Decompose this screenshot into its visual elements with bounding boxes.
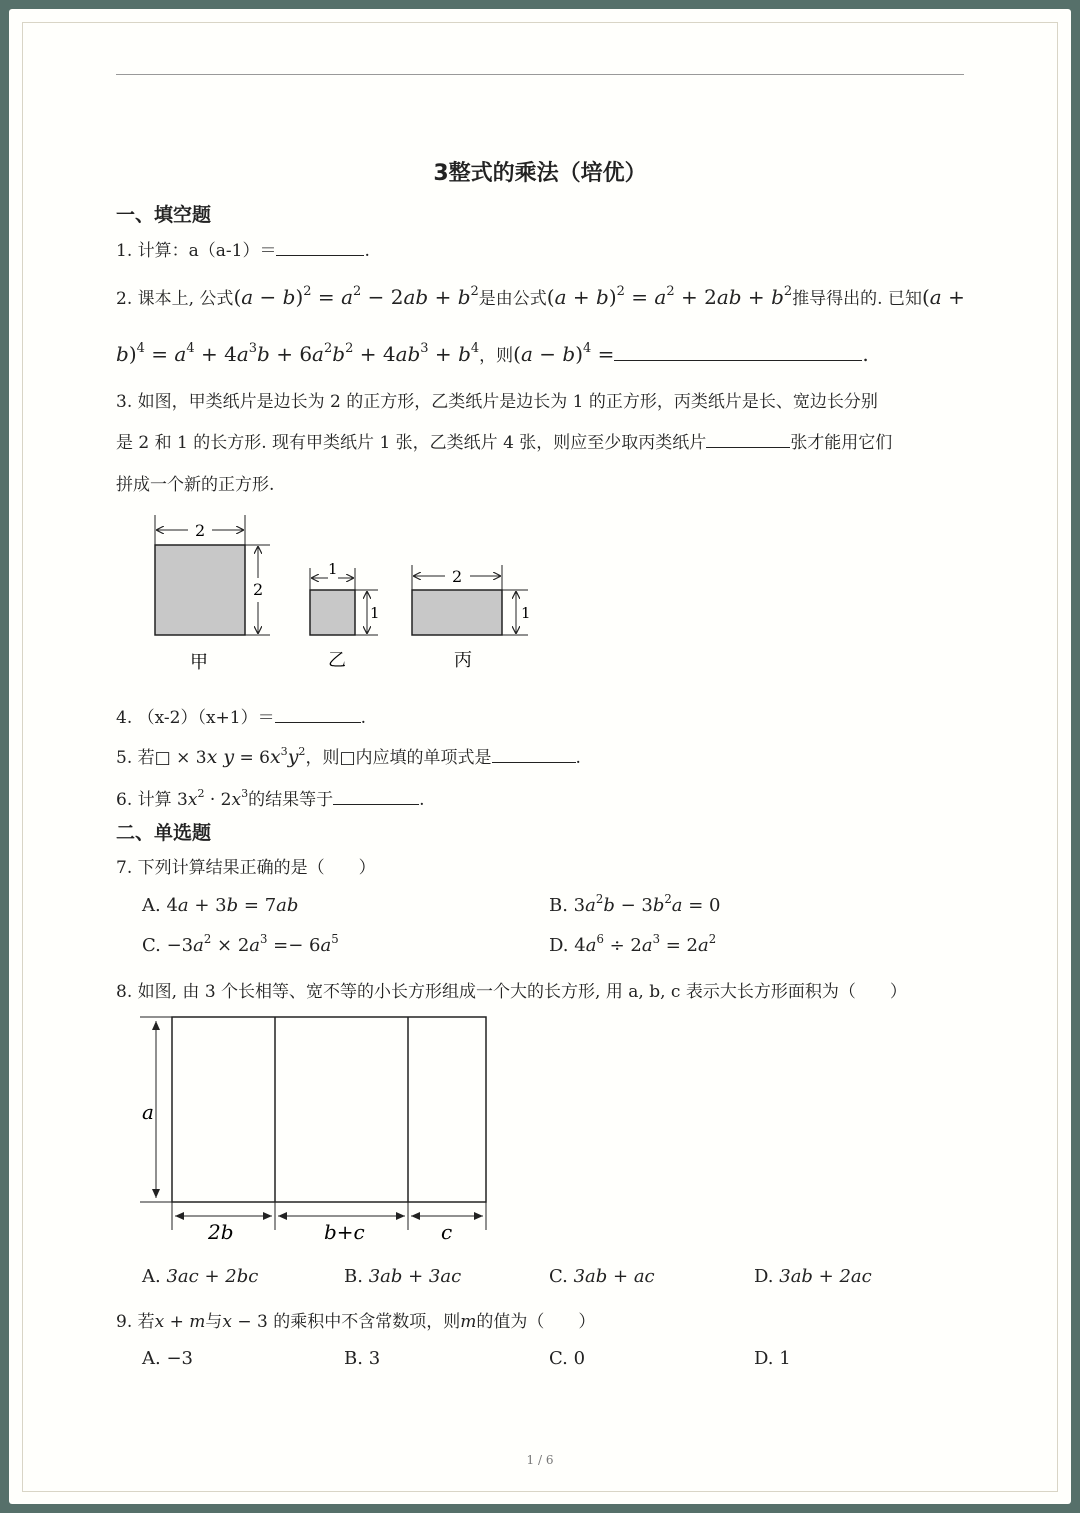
page-title: 3整式的乘法（培优） [433, 161, 647, 186]
q6-suffix: 的结果等于 [248, 790, 334, 810]
question-7-stem: 7. 下列计算结果正确的是（ ） [116, 858, 376, 878]
question-3-line-1: 3. 如图，甲类纸片是边长为 2 的正方形，乙类纸片是边长为 1 的正方形，丙类纸片是长、宽边长分别 [116, 392, 878, 412]
q7-option-a[interactable]: A. 4a + 3b = 7ab [142, 895, 299, 916]
q8-rectangles-figure [130, 1005, 510, 1250]
q9-option-c[interactable]: C. 0 [549, 1348, 586, 1369]
q7-option-d[interactable]: D. $4a^6 \div 2a^3 = 2a^2$ [549, 931, 717, 956]
q3-paper-figure [140, 510, 540, 680]
q8-option-d[interactable]: D. 3ab + 2ac [754, 1266, 872, 1287]
page-number: 1 / 6 [526, 1453, 554, 1467]
bing-rectangle [412, 565, 531, 671]
q8-option-a[interactable]: A. 3ac + 2bc [142, 1266, 259, 1287]
yi-height-label: 1 [370, 604, 380, 622]
q8-option-c[interactable]: C. 3ab + ac [549, 1266, 655, 1287]
q9-prefix: 9. 若 [116, 1312, 155, 1332]
q4-text: 4. （x-2）（x+1）＝ [116, 708, 275, 728]
q8-option-c-expr: 3ab + ac [573, 1266, 655, 1287]
yi-square [310, 560, 380, 671]
q9-mid2: 的乘积中不含常数项，则 [273, 1312, 461, 1332]
jia-square [155, 515, 270, 673]
q9-mid1: 与 [205, 1312, 223, 1332]
dim-a-label: a [142, 1100, 154, 1124]
q2-formula-3-start: (a + [921, 285, 965, 309]
header-rule [116, 74, 964, 75]
q5-middle: ，则□内应填的单项式是 [305, 748, 492, 768]
answer-blank [333, 786, 419, 805]
question-5: 5. 若□ × 3x $y = 6x^3y^2$，则□内应填的单项式是 . [116, 745, 581, 768]
yi-label: 乙 [328, 650, 346, 671]
answer-blank [706, 429, 790, 448]
dim-2b-label: 2b [208, 1220, 234, 1244]
bing-height-label: 1 [521, 604, 531, 622]
question-4: 4. （x-2）（x+1）＝ . [116, 703, 366, 728]
q9-option-d[interactable]: D. 1 [754, 1348, 791, 1369]
q2-suffix: 推导得出的. 已知 [792, 289, 922, 309]
q5-prefix: 5. 若□ × 3 [116, 748, 207, 768]
question-3-line-2 [116, 428, 892, 453]
section-heading-fill-in: 一、填空题 [116, 204, 212, 226]
dim-c-label: c [441, 1220, 453, 1244]
q8-option-b[interactable]: B. 3ab + 3ac [344, 1266, 462, 1287]
q2-formula-1: $(a - b)^2 = a^2 - 2ab + b^2$ [233, 284, 479, 309]
jia-height-label: 2 [253, 580, 264, 599]
question-3-line-3: 拼成一个新的正方形. [116, 475, 275, 495]
q8-option-d-expr: 3ab + 2ac [779, 1266, 872, 1287]
q2-formula-2: $(a + b)^2 = a^2 + 2ab + b^2$ [546, 284, 793, 309]
q7-option-c[interactable]: C. $-3a^2 \times 2a^3 =- 6a^5$ [142, 931, 339, 956]
answer-blank [275, 704, 361, 723]
large-rectangle [172, 1017, 486, 1202]
section-heading-single-choice: 二、单选题 [116, 822, 212, 844]
jia-width-label: 2 [195, 521, 206, 540]
q9-option-b[interactable]: B. 3 [344, 1348, 381, 1369]
question-9-stem: 9. 若x + m与x − 3 的乘积中不含常数项，则m的值为（ ） [116, 1312, 596, 1332]
answer-blank [492, 744, 576, 763]
dim-b-plus-c-label: b+c [324, 1220, 365, 1244]
question-1: 1. 计算：a（a-1）＝ . [116, 236, 370, 261]
q9-suffix: 的值为（ ） [476, 1312, 596, 1332]
question-8-stem: 8. 如图, 由 3 个长相等、宽不等的小长方形组成一个大的长方形, 用 a, b, c 表示大长方形面积为（ ） [116, 982, 907, 1002]
q7-option-b[interactable]: B. $3a^2b - 3b^2a = 0$ [549, 891, 721, 916]
bing-label: 丙 [454, 650, 472, 671]
answer-blank [276, 237, 364, 256]
q3-line2-before: 是 2 和 1 的长方形. 现有甲类纸片 1 张，乙类纸片 4 张，则应至少取丙类纸片 [116, 433, 707, 453]
question-6: 6. 计算 $3x^2 \cdot 2x^3$的结果等于 . [116, 787, 425, 810]
answer-blank [614, 339, 862, 361]
q8-option-a-expr: 3ac + 2bc [166, 1266, 259, 1287]
q3-line2-after: 张才能用它们 [790, 433, 893, 453]
q2-prefix: 2. 课本上, 公式 [116, 289, 234, 309]
jia-label: 甲 [190, 652, 208, 673]
question-2-line-1 [116, 284, 965, 309]
q6-prefix: 6. 计算 3 [116, 790, 188, 810]
q9-option-a[interactable]: A. −3 [142, 1348, 194, 1369]
q2-formula-3-end: b [116, 342, 129, 366]
question-2-line-2: $b)^4 = a^4 + 4a^3b + 6a^2b^2 + 4ab^3 + b^4$，则$(a - b)^4$ = . [116, 339, 869, 366]
q2-then: ，则 [479, 346, 514, 366]
q2-middle: 是由公式 [478, 289, 547, 309]
q8-option-b-expr: 3ab + 3ac [368, 1266, 462, 1287]
bing-width-label: 2 [452, 567, 463, 586]
question-1-text: 1. 计算：a（a-1）＝ [116, 241, 277, 261]
yi-width-label: 1 [328, 560, 338, 578]
